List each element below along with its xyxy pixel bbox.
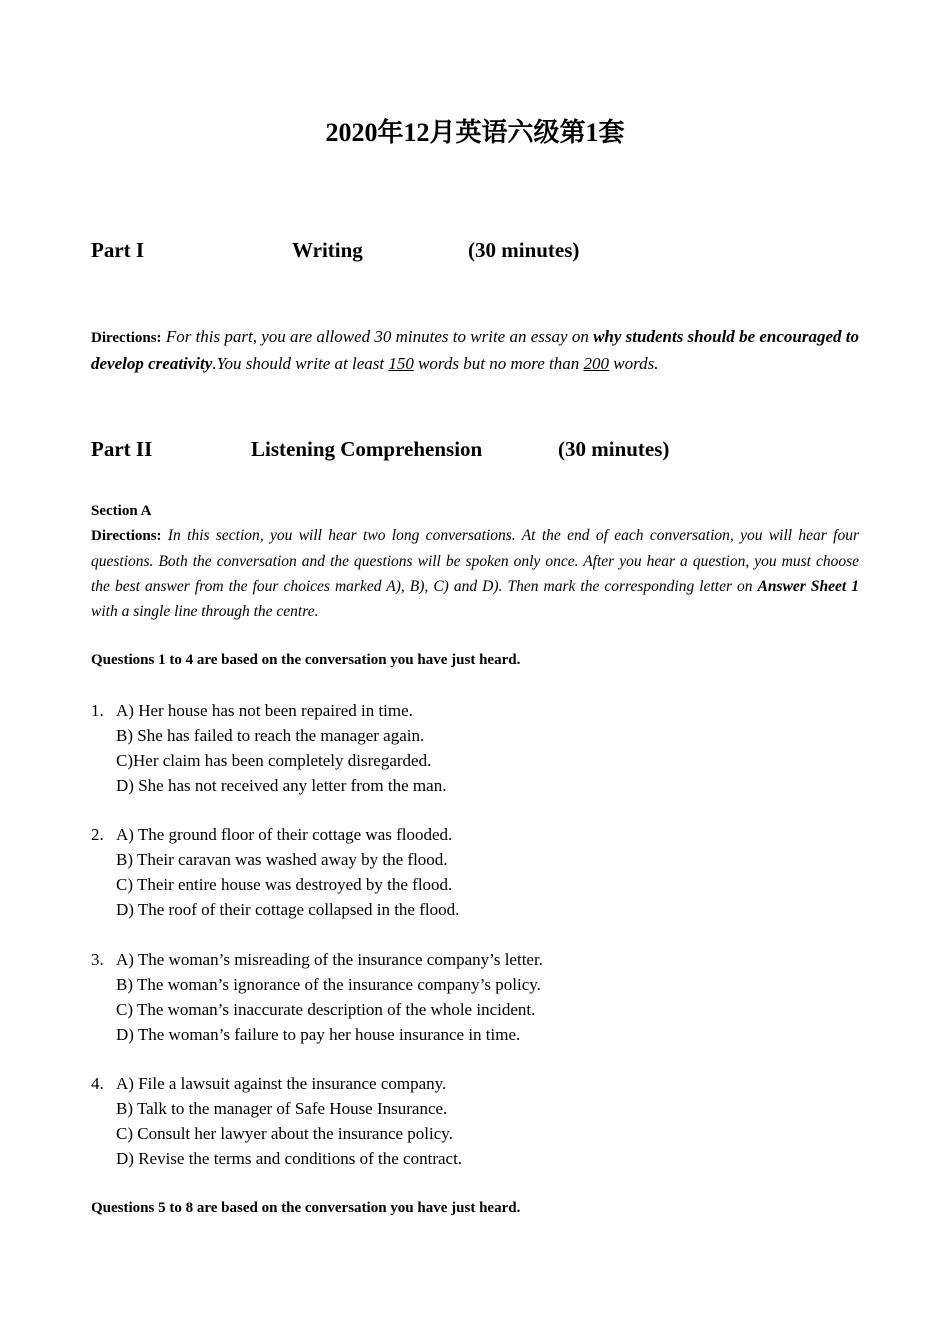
part1-directions-label: Directions:: [91, 330, 162, 346]
part1-directions: [91, 324, 859, 376]
part2-directions: [91, 523, 859, 624]
part2-label: Part II: [91, 437, 153, 461]
question-number: 3.: [91, 950, 104, 969]
option-d: D) The woman’s failure to pay her house insurance in time.: [116, 1025, 521, 1044]
option-c: C) Consult her lawyer about the insurance policy.: [116, 1124, 453, 1143]
part2-name: Listening Comprehension: [251, 437, 483, 461]
page-title: 2020年12月英语六级第1套: [325, 118, 625, 147]
option-b: B) Their caravan was washed away by the flood.: [116, 850, 448, 869]
min-words: 150: [388, 354, 414, 373]
option-c: C) The woman’s inaccurate description of the whole incident.: [116, 1000, 536, 1019]
option-c: C) Their entire house was destroyed by the flood.: [116, 875, 453, 894]
option-d: D) The roof of their cottage collapsed in the flood.: [116, 900, 460, 919]
question-2: [91, 822, 851, 922]
part2-directions-text-2: with a single line through the centre.: [91, 603, 319, 620]
question-number: 2.: [91, 825, 104, 844]
option-a: A) The woman’s misreading of the insurance company’s letter.: [116, 950, 543, 969]
question-number: 4.: [91, 1074, 104, 1093]
part1-time: (30 minutes): [468, 238, 580, 262]
option-b: B) She has failed to reach the manager again.: [116, 726, 425, 745]
option-d: D) She has not received any letter from the man.: [116, 776, 447, 795]
option-c: C)Her claim has been completely disregarded.: [116, 751, 432, 770]
question-1: [91, 698, 851, 798]
part1-directions-text-2: .You should write at least: [212, 354, 389, 373]
option-d: D) Revise the terms and conditions of the contract.: [116, 1149, 463, 1168]
option-a: A) File a lawsuit against the insurance company.: [116, 1074, 447, 1093]
part2-directions-label: Directions:: [91, 528, 162, 544]
section-a-heading: Section A: [91, 503, 152, 519]
option-b: B) The woman’s ignorance of the insurance company’s policy.: [116, 975, 541, 994]
answer-sheet-name: Answer Sheet 1: [757, 578, 859, 595]
part1-directions-text-1: For this part, you are allowed 30 minutes to write an essay on: [165, 327, 594, 346]
option-a: A) Her house has not been repaired in time.: [116, 701, 413, 720]
question-4: [91, 1071, 851, 1171]
essay-topic: why students should be encouraged to develop creativity: [91, 327, 860, 373]
max-words: 200: [583, 354, 610, 373]
question-group-1-heading: Questions 1 to 4 are based on the conversation you have just heard.: [91, 652, 521, 668]
part2-directions-text-1: In this section, you will hear two long conversations. At the end of each conversation, you will hear four questions. Both the conversation and the questions will be spoken only once. After you hear a question, you must choose the best answer from the four choices marked A), B), C) and D). Then mark the corresponding letter on: [91, 527, 860, 595]
part2-time: (30 minutes): [558, 437, 670, 461]
question-group-2-heading: Questions 5 to 8 are based on the conversation you have just heard.: [91, 1200, 521, 1216]
part1-directions-text-4: words.: [609, 354, 659, 373]
part1-name: Writing: [292, 238, 363, 262]
option-a: A) The ground floor of their cottage was flooded.: [116, 825, 453, 844]
option-b: B) Talk to the manager of Safe House Insurance.: [116, 1099, 448, 1118]
part1-label: Part I: [91, 238, 145, 262]
question-number: 1.: [91, 701, 104, 720]
part1-directions-text-3: words but no more than: [413, 354, 584, 373]
question-3: [91, 947, 851, 1047]
